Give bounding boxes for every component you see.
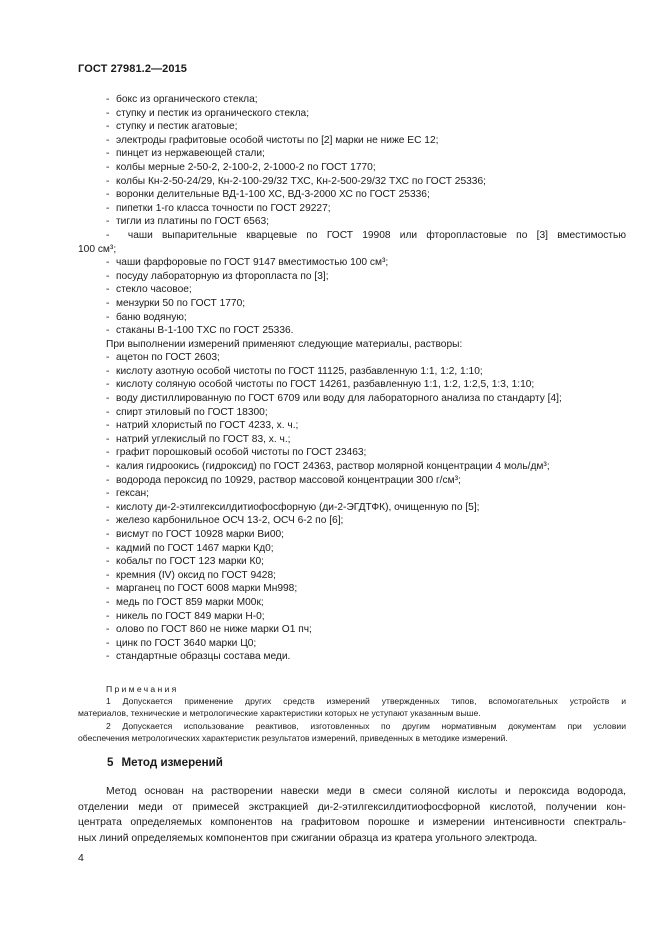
- list-item-text: тигли из платины по ГОСТ 6563;: [116, 216, 269, 228]
- list-item: [78, 487, 626, 501]
- list-item-text: ступку и пестик агатовые;: [116, 121, 238, 133]
- list-item-text: колбы мерные 2-50-2, 2-100-2, 2-1000-2 по ГОСТ 1770;: [116, 161, 376, 173]
- list-dash: -: [106, 610, 110, 622]
- list-item: [78, 134, 626, 148]
- list-item: [78, 419, 626, 433]
- note-1-first-line: 1 Допускается применение других средств измерений утвержденных типов, вспомогательных устройств и: [106, 696, 626, 707]
- list-item: [78, 569, 626, 583]
- list-dash: -: [106, 134, 110, 146]
- list-dash: -: [106, 447, 110, 459]
- list-item-text: стандартные образцы состава меди.: [116, 651, 291, 663]
- list-item-text: медь по ГОСТ 859 марки М00к;: [116, 596, 264, 608]
- list-item-text: пипетки 1-го класса точности по ГОСТ 29227;: [116, 202, 331, 214]
- list-item: [78, 147, 626, 161]
- list-dash: -: [106, 297, 110, 309]
- list-item: [78, 582, 626, 596]
- list-item-text: спирт этиловый по ГОСТ 18300;: [116, 406, 268, 418]
- list-dash: -: [106, 624, 110, 636]
- list-dash: -: [106, 637, 110, 649]
- list-item: [78, 514, 626, 528]
- list-item-text: электроды графитовые особой чистоты по [2] марки не ниже ЕС 12;: [116, 134, 439, 146]
- list-item-text: водорода пероксид по 10929, раствор массовой концентрации 300 г/см³;: [116, 474, 461, 486]
- list-item: [78, 270, 626, 284]
- list-item: [78, 392, 626, 406]
- note-2-continuation: обеспечения метрологических характеристик результатов измерений, приведенных в методике измерений.: [78, 732, 508, 743]
- list-dash: -: [106, 488, 110, 500]
- note-2-first-line: 2 Допускается использование реактивов, изготовленных по другим нормативным документам при условии: [106, 720, 626, 731]
- list-item-text: натрий углекислый по ГОСТ 83, х. ч.;: [116, 433, 291, 445]
- list-item-text: железо карбонильное ОСЧ 13-2, ОСЧ 6-2 по [6];: [116, 515, 344, 527]
- list-item-text: марганец по ГОСТ 6008 марки Мн998;: [116, 583, 298, 595]
- section-paragraph: [78, 784, 626, 846]
- list-dash: -: [106, 229, 110, 241]
- list-dash: -: [106, 121, 110, 133]
- section-heading: [107, 756, 223, 769]
- notes-title: Примечания: [106, 684, 179, 694]
- list-item-text: мензурки 50 по ГОСТ 1770;: [116, 297, 246, 309]
- list-dash: -: [106, 365, 110, 377]
- list-dash: -: [106, 161, 110, 173]
- list-item: [78, 474, 626, 488]
- list-dash: -: [106, 393, 110, 405]
- list-item-text: пинцет из нержавеющей стали;: [116, 148, 265, 160]
- list-item-text: кислоту ди-2-этилгексилдитиофосфорную (ди-2-ЭГДТФК), очищенную по [5];: [116, 501, 480, 513]
- list-dash: -: [106, 474, 110, 486]
- list-dash: -: [106, 311, 110, 323]
- list-dash: -: [106, 189, 110, 201]
- list-item: [78, 365, 626, 379]
- list-item: [78, 406, 626, 420]
- list-dash: -: [106, 596, 110, 608]
- list-dash: -: [106, 542, 110, 554]
- list-item-text: натрий хлористый по ГОСТ 4233, х. ч.;: [116, 420, 299, 432]
- list-dash: -: [106, 515, 110, 527]
- list-item-text: висмут по ГОСТ 10928 марки Ви00;: [116, 529, 284, 540]
- list-item: [78, 324, 626, 338]
- list-item: [78, 161, 626, 175]
- list-item-text: цинк по ГОСТ 3640 марки Ц0;: [116, 637, 257, 649]
- list-item: [78, 555, 626, 569]
- list-item: [78, 175, 626, 189]
- note-1-continuation: материалов, технические и метрологические характеристики которых не уступают указанным выше.: [78, 708, 481, 719]
- list-item-continuation: 100 см³;: [78, 243, 117, 255]
- list-item-text: баню водяную;: [116, 311, 187, 323]
- list-dash: -: [106, 420, 110, 432]
- list-item: [78, 501, 626, 515]
- list-dash: -: [106, 529, 110, 540]
- list-item: [78, 297, 626, 311]
- list-item-text: кобальт по ГОСТ 123 марки К0;: [116, 556, 264, 568]
- list-item-text: гексан;: [116, 488, 149, 500]
- list-item: [78, 610, 626, 624]
- list-item: [78, 311, 626, 325]
- list-dash: -: [106, 406, 110, 418]
- list-item-text: посуду лабораторную из фторопласта по [3];: [116, 270, 329, 282]
- page-header: ГОСТ 27981.2—2015: [78, 63, 188, 75]
- list-item-text: ацетон по ГОСТ 2603;: [116, 352, 220, 364]
- list-item: [78, 596, 626, 610]
- list-item-text: колбы Кн-2-50-24/29, Кн-2-100-29/32 ТХС, Кн-2-500-29/32 ТХС по ГОСТ 25336;: [116, 175, 486, 187]
- list-item-text: чаши выпарительные кварцевые по ГОСТ 19908 или фторопластовые по [3] вместимостью: [127, 229, 626, 241]
- list-item: [78, 283, 626, 297]
- list-item: [78, 202, 626, 216]
- list-dash: -: [106, 583, 110, 595]
- list-dash: -: [106, 175, 110, 187]
- paragraph-line: ных линий определяемых компонентов при сжигании образца из кратера угольного электрода.: [78, 832, 538, 844]
- list-item-text: стаканы В-1-100 ТХС по ГОСТ 25336.: [116, 325, 294, 337]
- list-item: [78, 378, 626, 392]
- list-dash: -: [106, 379, 110, 391]
- list-dash: -: [106, 352, 110, 364]
- list-item-text: чаши фарфоровые по ГОСТ 9147 вместимостью 100 см³;: [116, 257, 389, 269]
- list-item-text: графит порошковый особой чистоты по ГОСТ 23463;: [116, 447, 367, 459]
- list-item: [78, 107, 626, 121]
- list-item: [78, 542, 626, 556]
- list-dash: -: [106, 501, 110, 513]
- list-dash: -: [106, 433, 110, 445]
- list-dash: -: [106, 556, 110, 568]
- section-number: 5: [107, 756, 114, 769]
- list-item: [78, 446, 626, 460]
- list-item: [78, 256, 626, 270]
- list-item: [78, 93, 626, 107]
- list-dash: -: [106, 94, 110, 105]
- list-item-text: стекло часовое;: [116, 284, 192, 296]
- list-item: [78, 650, 626, 664]
- list-item-text: кремния (IV) оксид по ГОСТ 9428;: [116, 569, 276, 581]
- list-dash: -: [106, 569, 110, 581]
- list-dash: -: [106, 651, 110, 663]
- list-item: [78, 623, 626, 637]
- list-item: [78, 188, 626, 202]
- notes-block: [78, 683, 626, 744]
- list-dash: -: [106, 107, 110, 119]
- list-dash: -: [106, 284, 110, 296]
- list-item: [78, 460, 626, 474]
- list-item-text: бокс из органического стекла;: [116, 94, 258, 105]
- list-item-text: кислоту соляную особой чистоты по ГОСТ 14261, разбавленную 1:1, 1:2, 1:2,5, 1:3, 1:10;: [116, 379, 535, 391]
- list-item-text: кислоту азотную особой чистоты по ГОСТ 11125, разбавленную 1:1, 1:2, 1:10;: [116, 365, 483, 377]
- list-item: [78, 215, 626, 229]
- list-dash: -: [106, 270, 110, 282]
- list-item-text: ступку и пестик из органического стекла;: [116, 107, 310, 119]
- list-item: [78, 120, 626, 134]
- list-dash: -: [106, 461, 110, 473]
- list-item-text: калия гидроокись (гидроксид) по ГОСТ 24363, раствор молярной концентрации 4 моль/дм³;: [116, 461, 550, 473]
- list-item: [78, 637, 626, 651]
- list-dash: -: [106, 257, 110, 269]
- list-item-text: воду дистиллированную по ГОСТ 6709 или воду для лабораторного анализа по стандарту [4];: [116, 393, 562, 405]
- list-dash: -: [106, 325, 110, 337]
- list-item-text: олово по ГОСТ 860 не ниже марки О1 пч;: [116, 624, 312, 636]
- list-dash: -: [106, 202, 110, 214]
- materials-intro: При выполнении измерений применяют следующие материалы, растворы:: [106, 338, 463, 350]
- list-item: [78, 433, 626, 447]
- list-item-text: никель по ГОСТ 849 марки Н-0;: [116, 610, 265, 622]
- list-item: [78, 229, 626, 243]
- paragraph-line: центрата определяемых компонентов на графитовом порошке и измерении интенсивности спектраль-: [78, 817, 626, 829]
- equipment-and-materials-list: [78, 93, 626, 664]
- list-item-text: кадмий по ГОСТ 1467 марки Кд0;: [116, 542, 274, 554]
- paragraph-line: отделении меди от примесей экстракцией ди-2-этилгексилдитиофосфорной кислотой, получении кон-: [78, 801, 626, 813]
- paragraph-line: Метод основан на растворении навески меди в смеси соляной кислоты и пероксида водорода,: [106, 786, 626, 797]
- list-dash: -: [106, 216, 110, 228]
- list-item-text: воронки делительные ВД-1-100 ХС, ВД-3-2000 ХС по ГОСТ 25336;: [116, 189, 430, 201]
- section-title-text: Метод измерений: [121, 756, 223, 769]
- list-item: [78, 528, 626, 542]
- page-number: 4: [78, 853, 84, 864]
- list-item: [78, 351, 626, 365]
- list-dash: -: [106, 148, 110, 160]
